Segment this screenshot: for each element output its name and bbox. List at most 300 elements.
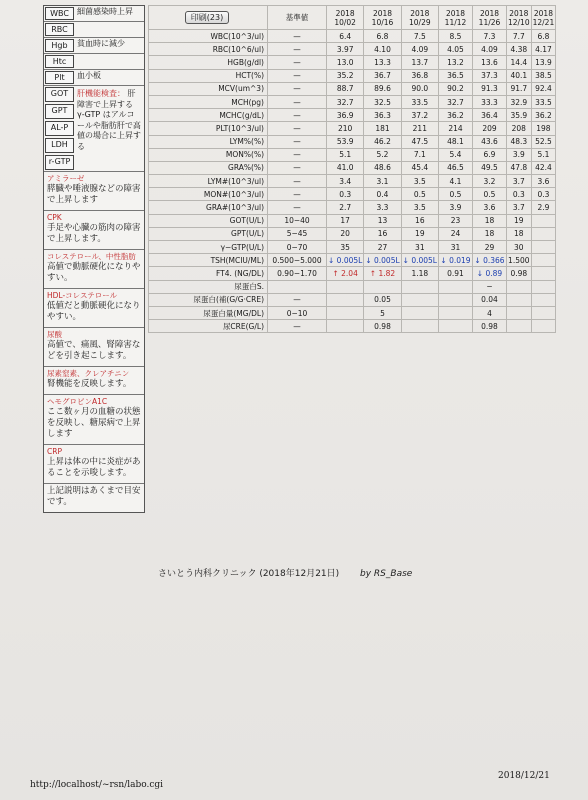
legend-panel: [43, 5, 145, 513]
result-cell: 4.38: [506, 43, 531, 56]
reference-range: —: [268, 148, 327, 161]
table-row: [149, 320, 556, 333]
result-cell: [531, 241, 556, 254]
result-cell: 3.6: [531, 175, 556, 188]
legend-note-body: 低値だと動脈硬化になりやすい。: [47, 301, 141, 322]
result-cell: 36.3: [364, 109, 401, 122]
result-cell: 18: [506, 227, 531, 240]
reference-range: 5−45: [268, 227, 327, 240]
result-cell: [531, 280, 556, 293]
date-year: 2018: [372, 8, 393, 18]
result-cell: ↓ 0.005L: [327, 254, 364, 267]
result-cell: [438, 306, 472, 319]
footer: [158, 566, 412, 579]
result-cell: 0.91: [438, 267, 472, 280]
result-cell: 36.4: [472, 109, 506, 122]
result-cell: [327, 306, 364, 319]
legend-row: [44, 70, 144, 86]
result-cell: 5.2: [364, 148, 401, 161]
result-cell: 7.1: [401, 148, 438, 161]
result-cell: 3.5: [401, 201, 438, 214]
table-row: [149, 43, 556, 56]
test-name: 尿CRE(G/L): [149, 320, 268, 333]
result-cell: 0.98: [472, 320, 506, 333]
result-cell: 19: [401, 227, 438, 240]
date-year: 2018: [335, 8, 355, 18]
result-cell: 0.05: [364, 293, 401, 306]
result-cell: 33.5: [401, 95, 438, 108]
result-cell: 32.9: [506, 95, 531, 108]
result-cell: 3.97: [327, 43, 364, 56]
legend-desc: 貧血時に減少: [77, 39, 125, 48]
result-cell: 91.7: [506, 82, 531, 95]
reference-range: 0.90−1.70: [268, 267, 327, 280]
test-name: RBC(10^6/ul): [149, 43, 268, 56]
result-cell: 13.9: [531, 56, 556, 69]
legend-desc: [75, 22, 144, 37]
result-cell: 0.5: [472, 188, 506, 201]
result-cell: 6.8: [364, 30, 401, 43]
test-name: GRA%(%): [149, 161, 268, 174]
table-row: [149, 214, 556, 227]
result-cell: 208: [506, 122, 531, 135]
result-cell: ↓ 0.005L: [401, 254, 438, 267]
reference-range: —: [268, 56, 327, 69]
test-name: GPT(U/L): [149, 227, 268, 240]
date-year: 2018: [533, 8, 553, 18]
legend-key: AL-P: [45, 121, 74, 136]
date-day: 11/26: [478, 17, 501, 27]
test-name: LYM%(%): [149, 135, 268, 148]
legend-note-heading: CPK: [47, 213, 62, 222]
result-cell: 3.1: [364, 175, 401, 188]
result-cell: 33.3: [472, 95, 506, 108]
result-cell: 37.3: [472, 69, 506, 82]
result-cell: 36.2: [531, 109, 556, 122]
result-cell: 48.6: [364, 161, 401, 174]
result-cell: 29: [472, 241, 506, 254]
result-cell: 35: [327, 241, 364, 254]
legend-note: [44, 289, 144, 328]
result-cell: 91.3: [472, 82, 506, 95]
test-name: FT4. (NG/DL): [149, 267, 268, 280]
date-day: 12/21: [532, 17, 555, 27]
date-header: [531, 6, 556, 30]
legend-key: r-GTP: [45, 155, 74, 170]
result-cell: 33.5: [531, 95, 556, 108]
result-cell: 13: [364, 214, 401, 227]
legend-note: [44, 250, 144, 289]
result-cell: 0.4: [364, 188, 401, 201]
date-header: [506, 6, 531, 30]
legend-desc: [75, 54, 144, 69]
result-cell: 40.1: [506, 69, 531, 82]
test-name: MCV(um^3): [149, 82, 268, 95]
result-cell: [531, 267, 556, 280]
result-cell: 8.5: [438, 30, 472, 43]
result-cell: 88.7: [327, 82, 364, 95]
liver-legend-desc: 肝障害で上昇する γ-GTP はアルコールや脂肪肝で高値の場合に上昇する: [77, 89, 141, 151]
legend-desc: 血小板: [77, 71, 101, 80]
result-cell: 0.98: [364, 320, 401, 333]
test-name: WBC(10^3/ul): [149, 30, 268, 43]
result-cell: 47.5: [401, 135, 438, 148]
result-cell: 45.4: [401, 161, 438, 174]
result-cell: ↓ 0.89: [472, 267, 506, 280]
result-cell: 35.2: [327, 69, 364, 82]
clinic-name: さいとう内科クリニック (2018年12月21日): [158, 569, 340, 579]
legend-note-body: 上昇は体の中に炎症があることを示唆します。: [47, 457, 141, 478]
result-cell: 3.9: [506, 148, 531, 161]
date-year: 2018: [410, 8, 430, 18]
table-row: [149, 267, 556, 280]
table-row: [149, 122, 556, 135]
test-name: 尿蛋白S.: [149, 280, 268, 293]
result-cell: [506, 306, 531, 319]
date-day: 10/29: [409, 17, 431, 27]
test-name: GOT(U/L): [149, 214, 268, 227]
table-row: [149, 280, 556, 293]
result-cell: 31: [438, 241, 472, 254]
result-cell: 214: [438, 122, 472, 135]
legend-note: [44, 484, 144, 512]
result-cell: [506, 320, 531, 333]
result-cell: 13.6: [472, 56, 506, 69]
result-cell: 90.2: [438, 82, 472, 95]
result-cell: 3.4: [327, 175, 364, 188]
result-cell: 5: [364, 306, 401, 319]
result-cell: 209: [472, 122, 506, 135]
legend-note-body: 上記説明はあくまで目安です。: [47, 486, 141, 507]
table-row: [149, 148, 556, 161]
reference-range: —: [268, 135, 327, 148]
result-cell: 0.3: [531, 188, 556, 201]
test-name: MON%(%): [149, 148, 268, 161]
result-cell: 43.6: [472, 135, 506, 148]
test-name: TSH(MCIU/ML): [149, 254, 268, 267]
result-cell: 4.17: [531, 43, 556, 56]
print-button[interactable]: 印刷(23): [185, 11, 229, 24]
liver-legend-heading: 肝機能検査：: [77, 89, 125, 98]
result-cell: 42.4: [531, 161, 556, 174]
author-credit: by RS_Base: [360, 569, 413, 579]
table-row: [149, 175, 556, 188]
reference-range: —: [268, 95, 327, 108]
test-name: MON#(10^3/ul): [149, 188, 268, 201]
result-cell: 4.09: [472, 43, 506, 56]
result-cell: 7.3: [472, 30, 506, 43]
result-cell: [531, 293, 556, 306]
result-cell: 13.3: [364, 56, 401, 69]
legend-note-body: 手足や心臓の筋肉の障害で上昇します。: [47, 223, 141, 244]
result-cell: 23: [438, 214, 472, 227]
legend-note-body: 高値で、痛風、腎障害などを引き起こします。: [47, 340, 141, 361]
result-cell: 35.9: [506, 109, 531, 122]
legend-key: RBC: [45, 23, 74, 36]
test-name: HCT(%): [149, 69, 268, 82]
result-cell: 4.1: [438, 175, 472, 188]
result-cell: 6.4: [327, 30, 364, 43]
result-cell: 13.7: [401, 56, 438, 69]
test-name: MCHC(g/dL): [149, 109, 268, 122]
result-cell: 3.3: [364, 201, 401, 214]
result-cell: 17: [327, 214, 364, 227]
date-header: [364, 6, 401, 30]
result-cell: 30: [506, 241, 531, 254]
lab-results-table: [148, 5, 556, 333]
result-cell: 92.4: [531, 82, 556, 95]
result-cell: 0.5: [438, 188, 472, 201]
legend-note-heading: ヘモグロビンA1C: [47, 397, 108, 406]
legend-note-heading: CRP: [47, 447, 62, 456]
result-cell: 5.1: [531, 148, 556, 161]
reference-range: —: [268, 122, 327, 135]
result-cell: 181: [364, 122, 401, 135]
reference-range: 0−70: [268, 241, 327, 254]
table-row: [149, 227, 556, 240]
result-cell: ↑ 2.04: [327, 267, 364, 280]
legend-note-heading: HDL-コレステロール: [47, 291, 118, 300]
reference-range: 0−10: [268, 306, 327, 319]
result-cell: 3.6: [472, 201, 506, 214]
table-row: [149, 56, 556, 69]
legend-row: [44, 22, 144, 38]
result-cell: 18: [472, 227, 506, 240]
liver-legend: [44, 86, 144, 172]
result-cell: 4: [472, 306, 506, 319]
result-cell: 0.5: [401, 188, 438, 201]
legend-note-body: 腎機能を反映します。: [47, 379, 132, 389]
result-cell: 32.5: [364, 95, 401, 108]
result-cell: 46.2: [364, 135, 401, 148]
date-header: [438, 6, 472, 30]
date-day: 11/12: [444, 17, 467, 27]
reference-range: —: [268, 69, 327, 82]
result-cell: 32.7: [327, 95, 364, 108]
result-cell: 53.9: [327, 135, 364, 148]
legend-notes: [44, 172, 144, 512]
result-cell: [531, 254, 556, 267]
result-cell: 211: [401, 122, 438, 135]
table-row: [149, 188, 556, 201]
legend-note-heading: 尿酸: [47, 330, 62, 339]
reference-range: —: [268, 43, 327, 56]
legend-key: Hgb: [45, 39, 74, 52]
result-cell: [401, 320, 438, 333]
result-cell: 2.9: [531, 201, 556, 214]
test-name: 尿蛋白量(MG/DL): [149, 306, 268, 319]
result-cell: [364, 280, 401, 293]
legend-note: [44, 367, 144, 395]
result-cell: 3.7: [506, 201, 531, 214]
legend-note: [44, 172, 144, 211]
legend-note: [44, 395, 144, 445]
result-cell: 19: [506, 214, 531, 227]
result-cell: 32.7: [438, 95, 472, 108]
legend-note-heading: 尿素窒素、クレアチニン: [47, 369, 130, 378]
reference-range: —: [268, 175, 327, 188]
result-cell: 14.4: [506, 56, 531, 69]
legend-key: Htc: [45, 55, 74, 68]
result-cell: 13.0: [327, 56, 364, 69]
legend-row: [44, 6, 144, 22]
result-cell: [401, 280, 438, 293]
test-name: LYM#(10^3/ul): [149, 175, 268, 188]
date-day: 12/10: [507, 17, 530, 27]
result-cell: ↓ 0.005L: [364, 254, 401, 267]
reference-header: 基準値: [268, 6, 327, 30]
result-cell: 0.3: [506, 188, 531, 201]
table-row: [149, 30, 556, 43]
print-date: 2018/12/21: [498, 771, 550, 781]
result-cell: [401, 293, 438, 306]
result-cell: 20: [327, 227, 364, 240]
result-cell: 36.5: [438, 69, 472, 82]
result-cell: 0.3: [327, 188, 364, 201]
result-cell: ↑ 1.82: [364, 267, 401, 280]
table-row: [149, 293, 556, 306]
test-name: PLT(10^3/ul): [149, 122, 268, 135]
date-year: 2018: [479, 8, 500, 18]
result-cell: 198: [531, 122, 556, 135]
result-cell: 18: [472, 214, 506, 227]
legend-key: GPT: [45, 104, 74, 119]
legend-note-heading: コレステロール、中性脂肪: [47, 252, 136, 261]
result-cell: 41.0: [327, 161, 364, 174]
test-name: MCH(pg): [149, 95, 268, 108]
result-cell: 5.1: [327, 148, 364, 161]
date-day: 10/02: [334, 17, 356, 27]
legend-row: [44, 54, 144, 70]
test-name: γ−GTP(U/L): [149, 241, 268, 254]
result-cell: [438, 293, 472, 306]
result-cell: 16: [401, 214, 438, 227]
test-name: HGB(g/dl): [149, 56, 268, 69]
result-cell: 46.5: [438, 161, 472, 174]
legend-desc: 細菌感染時上昇: [77, 7, 133, 16]
table-row: [149, 109, 556, 122]
reference-range: 0.500−5.000: [268, 254, 327, 267]
result-cell: 52.5: [531, 135, 556, 148]
print-url: http://localhost/~rsn/labo.cgi: [30, 780, 164, 790]
result-cell: 13.2: [438, 56, 472, 69]
legend-note-body: 高値で動脈硬化になりやすい。: [47, 262, 141, 283]
table-row: [149, 161, 556, 174]
result-cell: 210: [327, 122, 364, 135]
reference-range: —: [268, 82, 327, 95]
result-cell: [531, 227, 556, 240]
legend-note: [44, 445, 144, 484]
result-cell: 38.5: [531, 69, 556, 82]
result-cell: [327, 320, 364, 333]
test-name: 尿蛋白(補(G/G·CRE): [149, 293, 268, 306]
table-row: [149, 306, 556, 319]
table-row: [149, 69, 556, 82]
result-cell: 36.2: [438, 109, 472, 122]
result-cell: [531, 214, 556, 227]
result-cell: 3.7: [506, 175, 531, 188]
reference-range: —: [268, 109, 327, 122]
result-cell: [506, 293, 531, 306]
reference-range: [268, 280, 327, 293]
result-cell: 7.7: [506, 30, 531, 43]
result-cell: [438, 320, 472, 333]
result-cell: 90.0: [401, 82, 438, 95]
date-day: 10/16: [371, 17, 394, 27]
result-cell: 1.18: [401, 267, 438, 280]
date-year: 2018: [509, 8, 529, 18]
result-cell: 5.4: [438, 148, 472, 161]
result-cell: 6.9: [472, 148, 506, 161]
table-row: [149, 95, 556, 108]
result-cell: [531, 320, 556, 333]
result-cell: [327, 293, 364, 306]
result-cell: [327, 280, 364, 293]
result-cell: 36.9: [327, 109, 364, 122]
legend-key: WBC: [45, 7, 74, 20]
result-cell: 48.1: [438, 135, 472, 148]
result-cell: 0.04: [472, 293, 506, 306]
result-cell: ↓ 0.019: [438, 254, 472, 267]
table-row: [149, 241, 556, 254]
reference-range: —: [268, 293, 327, 306]
result-cell: 47.8: [506, 161, 531, 174]
result-cell: 16: [364, 227, 401, 240]
result-cell: 4.05: [438, 43, 472, 56]
result-cell: 4.10: [364, 43, 401, 56]
date-header: [401, 6, 438, 30]
result-cell: 31: [401, 241, 438, 254]
result-cell: 48.3: [506, 135, 531, 148]
legend-row: [44, 38, 144, 54]
result-cell: 89.6: [364, 82, 401, 95]
date-header: [327, 6, 364, 30]
legend-note-body: 膵臓や唾液腺などの障害で上昇します: [47, 184, 141, 205]
result-cell: 36.8: [401, 69, 438, 82]
table-row: [149, 82, 556, 95]
reference-range: —: [268, 188, 327, 201]
table-header-row: [149, 6, 556, 30]
legend-note-body: ここ数ヶ月の血糖の状態を反映し、糖尿病で上昇します: [47, 407, 141, 439]
legend-note: [44, 211, 144, 250]
result-cell: 24: [438, 227, 472, 240]
result-cell: −: [472, 280, 506, 293]
result-cell: 2.7: [327, 201, 364, 214]
result-cell: 1.500: [506, 254, 531, 267]
table-row: [149, 135, 556, 148]
result-cell: 27: [364, 241, 401, 254]
result-cell: [506, 280, 531, 293]
result-cell: 4.09: [401, 43, 438, 56]
reference-range: 10−40: [268, 214, 327, 227]
result-cell: [438, 280, 472, 293]
date-header: [472, 6, 506, 30]
result-cell: 37.2: [401, 109, 438, 122]
table-row: [149, 254, 556, 267]
table-row: [149, 201, 556, 214]
reference-range: —: [268, 320, 327, 333]
result-cell: 49.5: [472, 161, 506, 174]
result-cell: 3.2: [472, 175, 506, 188]
date-year: 2018: [445, 8, 466, 18]
result-cell: 0.98: [506, 267, 531, 280]
result-cell: [531, 306, 556, 319]
reference-range: —: [268, 201, 327, 214]
legend-key: Plt: [45, 71, 74, 84]
result-cell: 3.5: [401, 175, 438, 188]
reference-range: —: [268, 161, 327, 174]
result-cell: 6.8: [531, 30, 556, 43]
